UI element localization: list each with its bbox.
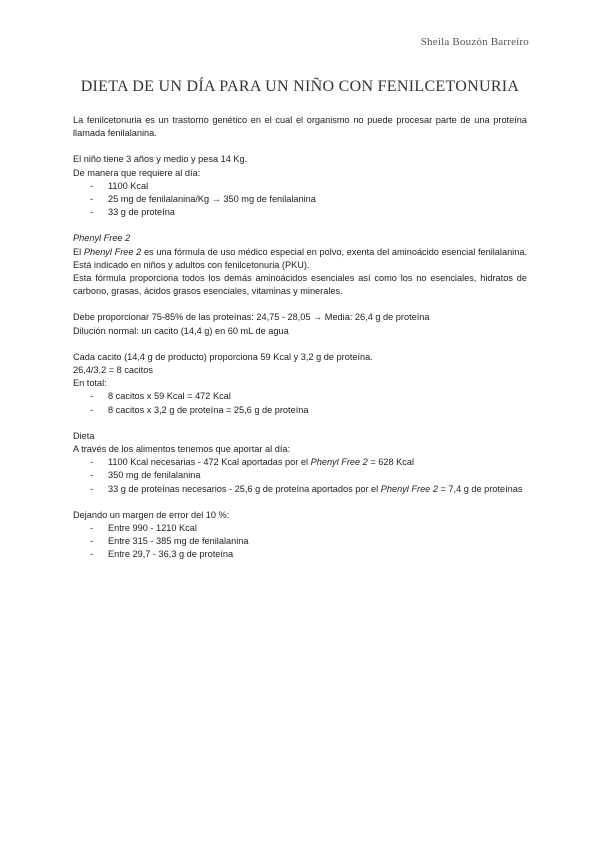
total-label: En total: xyxy=(73,378,107,389)
scoop-totals-list xyxy=(73,390,527,416)
list-item: - 33 g de proteínas necesarios - 25,6 g de proteína aportados por el Phenyl Free 2 = 7,4 g de proteínas xyxy=(73,483,527,496)
product-name: Phenyl Free 2 xyxy=(310,457,368,468)
scoop-count-line: 26,4/3,2 = 8 cacitos xyxy=(73,365,153,376)
list-item: - Entre 29,7 - 36,3 g de proteína xyxy=(73,548,527,561)
diet-intro: A través de los alimentos tenemos que aportar al día: xyxy=(73,444,291,455)
document-body xyxy=(73,114,527,562)
product-description: El Phenyl Free 2 es una fórmula de uso médico especial en polvo, exenta del aminoácido esencial fenilalanina. Está indicado en niños y adultos con fenilcetonuria (PKU). xyxy=(73,246,527,270)
requirements-list xyxy=(73,180,527,220)
intro-paragraph: La fenilcetonuria es un trastorno genético en el cual el organismo no puede procesar parte de una proteína llamada fenilalanina. xyxy=(73,115,527,139)
diet-list xyxy=(73,456,527,496)
list-item: - 1100 Kcal necesarias - 472 Kcal aportadas por el Phenyl Free 2 = 628 Kcal xyxy=(73,456,527,469)
product-heading: Phenyl Free 2 xyxy=(73,233,131,244)
list-item: - 350 mg de fenilalanina xyxy=(73,469,527,482)
margin-intro: Dejando un margen de error del 10 %: xyxy=(73,509,230,520)
patient-line: El niño tiene 3 años y medio y pesa 14 Kg. xyxy=(73,154,248,165)
list-item: - 25 mg de fenilalanina/Kg → 350 mg de fenilalanina xyxy=(73,193,527,206)
product-name: Phenyl Free 2 xyxy=(380,483,438,494)
product-composition: Esta fórmula proporciona todos los demás aminoácidos esenciales así como los no esenciales, hidratos de carbono, grasas, ácidos grasos esenciales, vitaminas y minerales. xyxy=(73,273,527,297)
list-item: - 33 g de proteína xyxy=(73,206,527,219)
author-name: Sheila Bouzón Barreiro xyxy=(420,36,529,48)
list-item: - 8 cacitos x 3,2 g de proteína = 25,6 g de proteína xyxy=(73,404,527,417)
document-title: DIETA DE UN DÍA PARA UN NIÑO CON FENILCETONURIA xyxy=(80,78,520,95)
list-item: - 1100 Kcal xyxy=(73,180,527,193)
diet-heading: Dieta xyxy=(73,430,95,441)
protein-target-line: Debe proporcionar 75-85% de las proteínas: 24,75 - 28,05 → Media: 26,4 g de proteína xyxy=(73,312,430,323)
dilution-line: Dilución normal: un cacito (14,4 g) en 60 mL de agua xyxy=(73,325,289,336)
product-name: Phenyl Free 2 xyxy=(83,246,142,257)
list-item: - 8 cacitos x 59 Kcal = 472 Kcal xyxy=(73,390,527,403)
requirements-intro: De manera que requiere al día: xyxy=(73,167,201,178)
list-item: - Entre 315 - 385 mg de fenilalanina xyxy=(73,535,527,548)
list-item: - Entre 990 - 1210 Kcal xyxy=(73,522,527,535)
margin-list xyxy=(73,522,527,562)
scoop-info-line: Cada cacito (14,4 g de producto) proporciona 59 Kcal y 3,2 g de proteína. xyxy=(73,351,373,362)
